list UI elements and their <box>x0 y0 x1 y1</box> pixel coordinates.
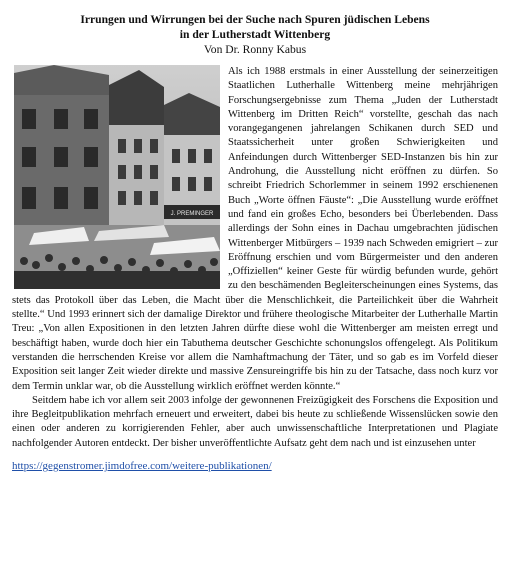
paragraph-2: Seitdem habe ich vor allem seit 2003 infolge der gewonnenen Freizügigkeit des Forschens die Exposition und ihre Begleitpublikation mehrfach erneuert und erweitert, dabei bis heute zu schließende Wissenslücken sowie den einen oder anderen zu korrigierenden Fehler, aber auch unwissenschaftliche Interpretationen und Plagiate nachfolgender Autoren entdeckt. Der bisher unveröffentlichte Aufsatz geht dem nach und ist einzusehen unter <box>12 394 498 449</box>
shop-sign-text: J. PREMINGER <box>170 211 214 217</box>
paragraph-1: Als ich 1988 erstmals in einer Ausstellung der seinerzeitigen Staatlichen Lutherhalle Wittenberg meine mehrjährigen Forschungsergebnisse zum Thema „Juden der Lutherstadt Wittenberg im Dritten Reich“ vorstellte, geschah das nach vorangegangenen jahrelangen Schikanen durch SED und Staatssicherheit unter großen Schwierigkeiten und Anfeindungen durch Wittenberger SED-Instanzen bis hin zur Androhung, die Ausstellung nicht eröffnen zu dürfen. So schreibt Friedrich Schorlemmer in seinem 1992 erschienenen Buch „Worte öffnen Fäuste“: „Die Ausstellung wurde eröffnet und fand ein großes Echo, besonders bei Überlebenden. Dass allerdings der Sohn eines in Dachau umgebrachten jüdischen Wittenberger Mitbürgers – 1939 nach Schweden emigriert – zur Eröffnung erschien und vom Bürgermeister und den anderen „Offiziellen“ keiner Geste für würdig befunden wurde, gehört zu den beschämenden Begleiterscheinungen eines Systems, das stets das Protokoll über das Leben, die Macht über die Menschlichkeit, die Parteilichkeit über die Wahrheit stellte.“ Und 1993 erinnert sich der damalige Direktor und frühere theologische Mitarbeiter der Lutherhalle Martin Treu: „Von allen Expositionen in den letzten Jahren dürfte diese wohl die Wittenberger am meisten erregt und beschäftigt haben, wurde doch hier ein Tabuthema deutscher Geschichte schonungslos offengelegt. Als Politikum verstanden die herrschenden Kreise vor allem die Namhaftmachung der Täter, und so gab es im Vorfeld dieser Exposition seit langer Zeit wieder direkte und massive Zensureingriffe bis hin zu der Tatsache, dass noch kurz vor dem Termin unklar war, ob die Ausstellung wirklich eröffnet werden könnte.“ <box>12 66 498 392</box>
article-author: Von Dr. Ronny Kabus <box>203 43 307 56</box>
publications-link[interactable]: https://gegenstromer.jimdofree.com/weitere-publikationen/ <box>12 460 272 473</box>
article-title-line-1: Irrungen und Wirrungen bei der Suche nach Spuren jüdischen Lebens <box>80 13 430 26</box>
photo-illustration <box>14 65 220 289</box>
historic-street-photo <box>14 65 220 289</box>
article-title-line-2: in der Lutherstadt Wittenberg <box>179 28 331 41</box>
article-body <box>12 65 498 473</box>
